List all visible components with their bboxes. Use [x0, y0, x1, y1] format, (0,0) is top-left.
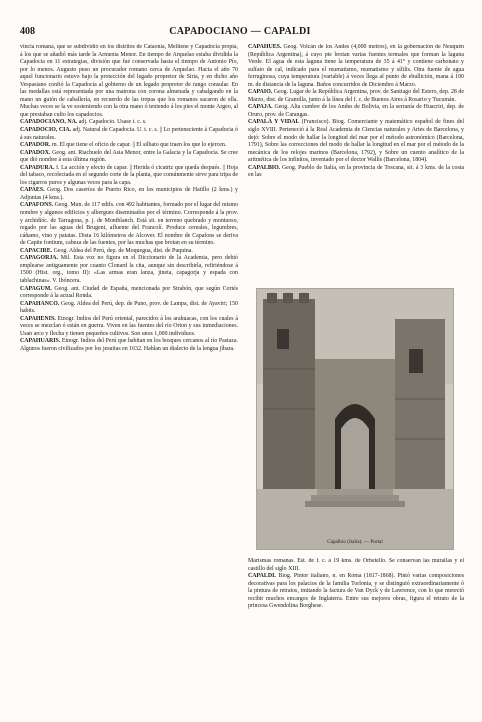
entry-headword: CAPAHENIS.: [20, 315, 56, 322]
photo-caption: Capalbio (Italia). — Portal: [327, 539, 383, 545]
dictionary-entry: [20, 255, 238, 285]
entry-text: Geog. Volcán de los Andes (4,000 metros), en la gobernación de Neuquén (República Argentina), á cuyo pie brotan varias fuentes termales que forman la laguna Verde. El agua de esta laguna tiene la temperatura de 35 á 41° y contiene carbonato y sulfato de cal, indicado para el reumatismo, reumatismo y sífilis. Otra fuente de agua ferruginosa, cuya temperatura (variable) á veces llega al punto de ebullición, mana á 100 m. de distancia de la laguna. Baños concurridos de Diciembre á Marzo.: [248, 44, 464, 88]
entry-headword: CAPADOR.: [20, 142, 51, 149]
dictionary-entry: [20, 316, 238, 339]
entry-headword: CAPADOCIANO, NA.: [20, 119, 78, 126]
page-header: [20, 26, 460, 40]
dictionary-entry: [248, 119, 464, 164]
entry-text: Geog. Pueblo de Italia, en la provincia de Toscana, sit. á 3 kms. de la costa en las: [248, 164, 464, 179]
entry-text: Geog. Lugar de la República Argentina, prov. de Santiago del Estero, dep. 28 de Marzo, dist. de Gramilla, junto á la línea del f. c. de Buenos Aires á Rosario y Tucumán.: [248, 89, 464, 103]
dictionary-entry: [20, 150, 238, 165]
entry-headword: CAPAHANCO.: [20, 300, 60, 307]
right-column-bottom: [248, 558, 464, 704]
dictionary-entry: [248, 573, 464, 611]
dictionary-entry: [248, 89, 464, 104]
dictionary-entry: [20, 119, 238, 127]
photo-capalbio-portal: [256, 288, 454, 550]
entry-text: Biog. Pintor italiano, n. en Roma (1817-1868). Pintó varias composiciones decorativas para los palacios de la familia Torlonia, y se distinguió extraordinariamente ó la pintura de retratos, imitando la factura de Van Dyck y de Lawrence, con lo que mereció recibir muchos encargos de Inglaterra. Entre sus mejores obras, figura el retrato de la princesa Gwendolina Borghese.: [248, 573, 464, 610]
dictionary-entry: [20, 142, 238, 150]
dictionary-entry: [20, 301, 238, 316]
entry-text: Geog. Dos caseríos de Puerto Rico, en los municipios de Hatillo (2 kms.) y Adjuntas (4 kms.).: [20, 187, 238, 201]
entry-headword: CAPACIRE.: [20, 247, 53, 254]
entry-text: m. El que tiene el oficio de capar. || El silbato que traen los que lo ejercen.: [50, 142, 227, 149]
page-number: 408: [20, 26, 35, 37]
entry-text: Geog. ant. Riachuelo del Asia Menor, entre la Galacia y la Capadocia. Se cree que dió nombre á esta última región.: [20, 149, 238, 164]
entry-text: Geog. Alta cumbre de los Andes de Bolivia, en la serranía de Huacriri, dep. de Oruro, prov. de Carangas.: [248, 104, 464, 118]
entry-text: Geog. Aldea del Perú, dep. de Moquegua, dist. de Puquina.: [52, 247, 193, 254]
right-column-top: [248, 44, 464, 285]
dictionary-entry: [248, 104, 464, 119]
entry-headword: CAPAFONS.: [20, 202, 54, 209]
entry-text: Etnogr. Indios del Perú oriental, parecidos á los arahuacas, con los cuales á veces se mezclan ó están en guerra. Viven en las fuentes del río Orton y sus inmediaciones. Usan arco y flecha y tienen pequeños cultivos. Son unos 1,000 individuos.: [20, 315, 238, 337]
dictionary-entry: [20, 127, 238, 142]
entry-headword: CAPALÁ Y VIDAL: [248, 119, 300, 126]
entry-headword: CAPADURA.: [20, 164, 55, 171]
entry-text: f. La acción y efecto de capar. || Herida ó cicatriz que queda después. || Hoja del tabaco, recolectada en el segundo corte de la planta, que comúnmente sirve para tripa de los cigarros puros y algunas veces para la capa.: [20, 164, 238, 186]
dictionary-entry: [20, 286, 238, 301]
entry-text: adj. Natural de Capadocia. U. t. c. s. || Lo perteneciente á Capadocia ó á sus naturales.: [20, 127, 238, 141]
dictionary-entry: [248, 44, 464, 89]
entry-headword: CAPAGORJA.: [20, 255, 59, 262]
dictionary-entry: [20, 202, 238, 247]
dictionary-entry: [20, 165, 238, 188]
dictionary-entry: [20, 338, 238, 353]
entry-headword: CAPALDI.: [248, 573, 276, 580]
entry-text: adj. Capadocio. Usase t. c. s.: [77, 119, 147, 126]
running-head: CAPADOCIANO — CAPALDI: [169, 26, 311, 37]
entry-headword: CAPAJA.: [248, 104, 273, 111]
entry-headword: CAPAHUARIS.: [20, 338, 61, 345]
dictionary-entry: [20, 44, 238, 119]
entry-headword: CAPADOCIO, CIA.: [20, 127, 72, 134]
entry-headword: CAPAES.: [20, 187, 45, 194]
entry-text: Geog. ant. Ciudad de España, mencionada por Strabón, que según Cortés corresponde á la actual Ronda.: [20, 285, 238, 300]
dictionary-entry: [248, 558, 464, 573]
entry-headword: CAPAGUM.: [20, 285, 52, 292]
entry-text: Etnogr. Indios del Perú que habitan en los bosques cercanos al río Pastaza. Algunos fueron civilizados por los jesuitas en 1632. Hablan un dialecto de la lengua jíbara.: [20, 338, 238, 352]
entry-text: Geog. Mun. de 117 edifs. con 492 habitantes, formado por el lugar del mismo nombre y algunos edificios y albergues diseminados por el término. Corresponde á la prov. y archidióc. de Tarragona, p. j. de Montblanch. Está sit. en terreno quebrado y montuoso, regado por las aguas del Brugent, afluente del Francolí. Produce cereales, legumbres, cáñamo, vino y patatas. Dista 16 kilómetros de Alcover. El nombre de Capafons se deriva de Capite fontium, cabeza de las fuentes, por las muchas que brotan en su término.: [20, 202, 238, 247]
entry-headword: CAPAIO.: [248, 89, 273, 96]
entry-text: Mil. Esta voz no figura en el Diccionario de la Academia, pero debió emplearse antiguamente por cuanto Clonard la cita, aunque sin describirla, refiriéndose á 1500 (Hist. org., tomo II): «Las armas eran lanza, jineta, capagorja y espada con tablachinas». V. Ibóncera.: [20, 255, 238, 284]
photo-illustration: [257, 289, 453, 549]
entry-text: Marismas romanas. Est. de f. c. á 19 kms. de Orbetello. Se conservan las murallas y el castillo del siglo XIII.: [248, 558, 464, 572]
dictionary-entry: [20, 187, 238, 202]
entry-text: (Francisco). Biog. Comerciante y matemático español de fines del siglo XVIII. Perteneció á la Real Academia de Ciencias naturales y Artes de Barcelona, y dejó: Sobre el modo de hallar la longitud del mar por el método astronómico (Barcelona, 1791), Sobre las correcciones del modo de hallar la longitud en el mar por el método de la mecánica de los relojes marinos (Barcelona, 1792), y Sobre un cuento analítico de la aritmética de los infinitos, inventado por el doctor Wallis (Barcelona, 1804).: [248, 119, 464, 164]
entry-text: Geog. Aldea del Perú, dep. de Puno, prov. de Lampa, dist. de Ayaviri; 150 habits.: [20, 300, 238, 315]
dictionary-entry: [248, 165, 464, 180]
entry-text: vincia romana, que se subdividió en los distritos de Cataonia, Melitene y Capadocia propia, á los que se añadió más tarde la Armenia Menor. En tiempo de Arquelao estaba dividida la Capadocia en 11 estrategias, división que fué conservada hasta el tiempo de Antonio Pío, por lo menos. Augusto puso un procurador romano cerca de Arquelao. Hacia el año 70 aquel funcionario estuvo bajo la protección del legado propretor de Siria, y en dicho año Vespasiano confió la Capadocia al gobierno de un legado propretor de rango consular. En las medallas está representada por una matrona con corona almenada y cabalgando en la mano un guión de caballería, en recuerdo de las tropas que los romanos sacaron de ella. Muchas veces se la ve sosteniendo con la otra mano ó teniendo á los pies el monte Argeo, al que prestaban culto los capadocios.: [20, 44, 238, 118]
left-column: [20, 44, 238, 704]
entry-headword: CAPALBIO.: [248, 164, 281, 171]
entry-headword: CAPAHUES.: [248, 44, 282, 50]
entry-headword: CAPADOX.: [20, 149, 51, 156]
